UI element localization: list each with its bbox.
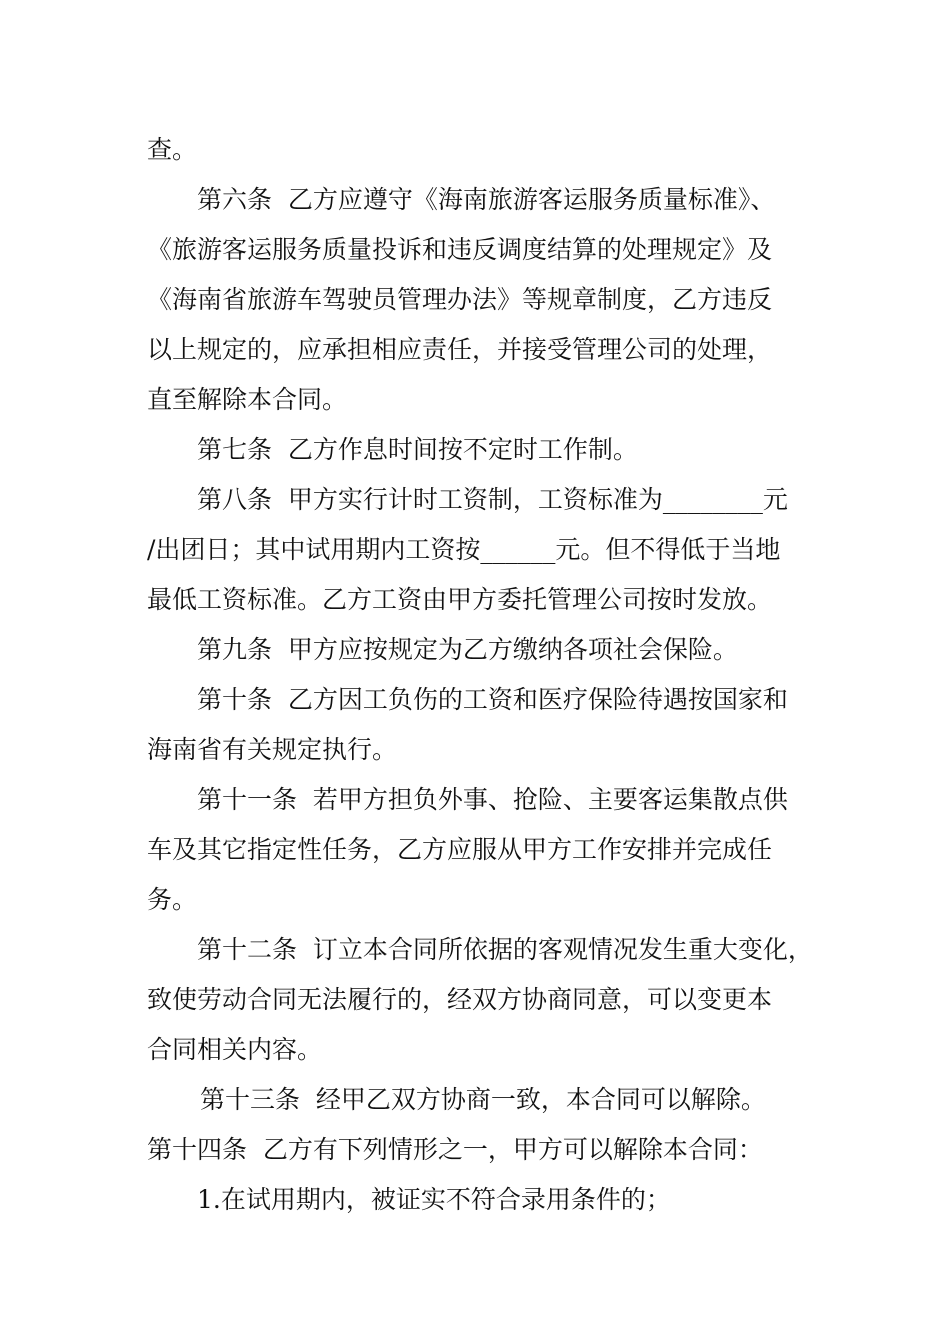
- text-line: 第十条 乙方因工负伤的工资和医疗保险待遇按国家和: [197, 685, 788, 714]
- text-line: 务。: [147, 885, 198, 914]
- text-line: 致使劳动合同无法履行的，经双方协商同意，可以变更本: [147, 985, 773, 1014]
- text-line: 第六条 乙方应遵守《海南旅游客运服务质量标准》、: [197, 185, 776, 214]
- text-line: 《海南省旅游车驾驶员管理办法》等规章制度，乙方违反: [147, 285, 773, 314]
- text-line: /出团日；其中试用期内工资按______元。但不得低于当地: [147, 535, 781, 564]
- text-line: 车及其它指定性任务，乙方应服从甲方工作安排并完成任: [147, 835, 773, 864]
- text-line: 1.在试用期内，被证实不符合录用条件的；: [197, 1185, 671, 1214]
- text-line: 直至解除本合同。: [147, 385, 348, 414]
- text-line: 第十二条 订立本合同所依据的客观情况发生重大变化，: [197, 935, 813, 964]
- text-line: 海南省有关规定执行。: [147, 735, 398, 764]
- text-line: 最低工资标准。乙方工资由甲方委托管理公司按时发放。: [147, 585, 773, 614]
- text-line: 第十三条 经甲乙双方协商一致，本合同可以解除。: [200, 1085, 766, 1114]
- text-line: 第七条 乙方作息时间按不定时工作制。: [197, 435, 638, 464]
- text-line: 合同相关内容。: [147, 1035, 323, 1064]
- text-line: 《旅游客运服务质量投诉和违反调度结算的处理规定》及: [147, 235, 773, 264]
- text-line: 第十四条 乙方有下列情形之一，甲方可以解除本合同：: [147, 1135, 763, 1164]
- text-line: 第十一条 若甲方担负外事、抢险、主要客运集散点供: [197, 785, 788, 814]
- text-line: 查。: [147, 135, 198, 164]
- text-line: 以上规定的，应承担相应责任，并接受管理公司的处理，: [147, 335, 773, 364]
- text-line: 第八条 甲方实行计时工资制，工资标准为________元: [197, 485, 788, 514]
- text-line: 第九条 甲方应按规定为乙方缴纳各项社会保险。: [197, 635, 738, 664]
